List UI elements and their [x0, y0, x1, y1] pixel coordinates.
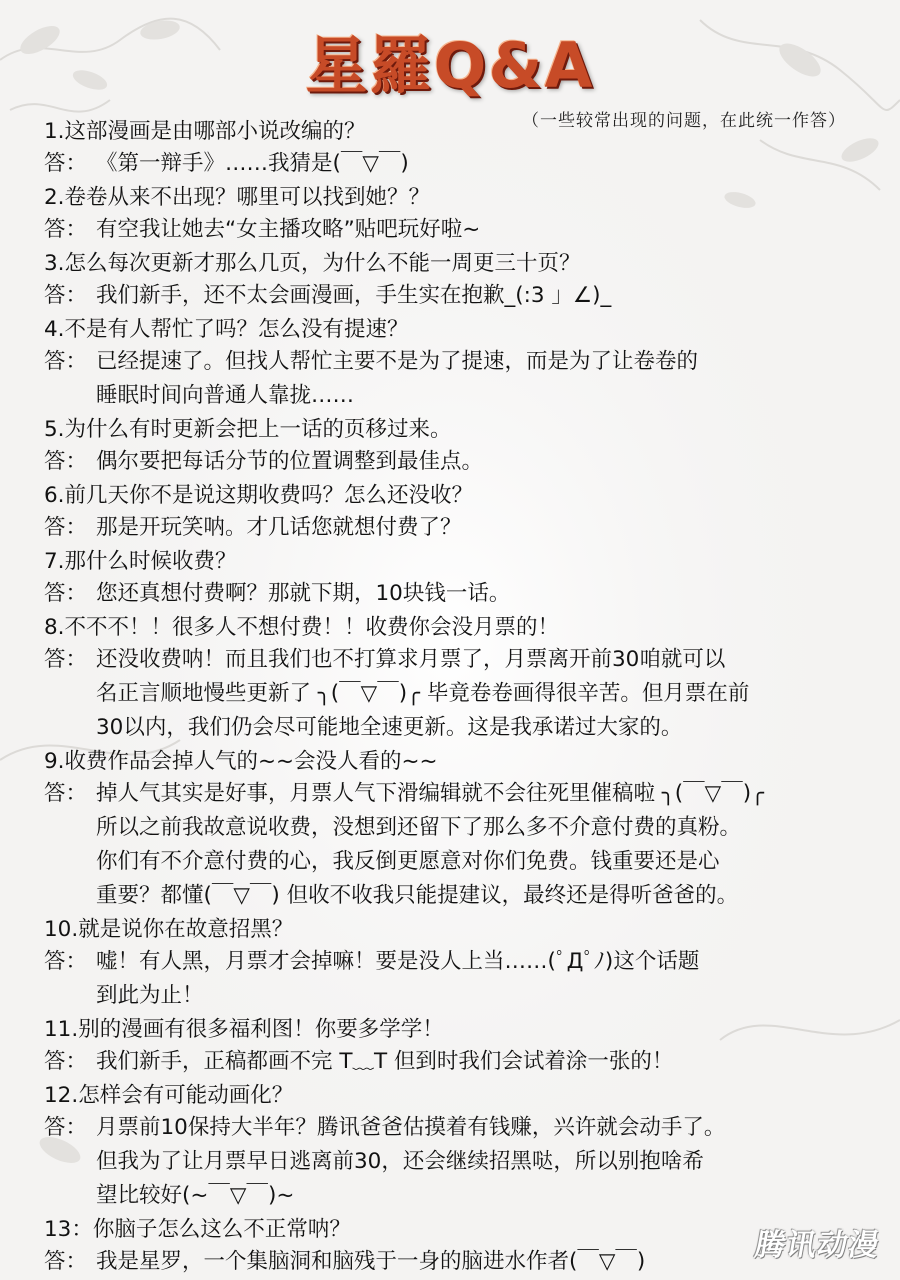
answer-text: 但我为了让月票早日逃离前30，还会继续招黑哒，所以别抱啥希: [96, 1149, 704, 1174]
answer-label: 答：: [44, 647, 88, 672]
answer-label: 答：: [44, 781, 88, 806]
answer-line: [44, 578, 884, 610]
answer-text: 月票前10保持大半年？腾讯爸爸估摸着有钱赚，兴许就会动手了。: [96, 1115, 726, 1140]
answer-label: 答：: [44, 581, 88, 606]
qa-item: [44, 914, 884, 1012]
answer-line: [44, 644, 884, 676]
answer-label: 答：: [44, 217, 88, 242]
answer-line: [44, 346, 884, 378]
qa-item: [44, 182, 884, 246]
qa-item: [44, 546, 884, 610]
qa-list: [44, 116, 884, 1280]
qa-item: [44, 414, 884, 478]
qa-item: [44, 314, 884, 412]
answer-line: [44, 712, 884, 744]
answer-text: 掉人气其实是好事，月票人气下滑编辑就不会往死里催稿啦 ╮(￣▽￣)╭: [96, 781, 765, 806]
answer-line: [44, 946, 884, 978]
answer-line: [44, 1146, 884, 1178]
question-text: 6.前几天你不是说这期收费吗？怎么还没收？: [44, 483, 474, 508]
answer-text: 您还真想付费啊？那就下期，10块钱一话。: [96, 581, 511, 606]
question-text: 10.就是说你在故意招黑？: [44, 917, 294, 942]
answer-line: [44, 846, 884, 878]
question-text: 2.卷卷从来不出现？哪里可以找到她？？: [44, 185, 431, 210]
answer-line: [44, 446, 884, 478]
answer-label: 答：: [44, 1115, 88, 1140]
question-text: 9.收费作品会掉人气的~~会没人看的~~: [44, 749, 438, 774]
answer-text: 重要？都懂(￣▽￣) 但收不收我只能提建议，最终还是得听爸爸的。: [96, 883, 739, 908]
answer-line: [44, 980, 884, 1012]
qa-item: [44, 746, 884, 912]
answer-line: [44, 778, 884, 810]
question-text: 4.不是有人帮忙了吗？怎么没有提速？: [44, 317, 409, 342]
question-text: 1.这部漫画是由哪部小说改编的？: [44, 119, 366, 144]
answer-label: 答：: [44, 1249, 88, 1274]
answer-label: 答：: [44, 949, 88, 974]
qa-item: [44, 480, 884, 544]
answer-line: [44, 1112, 884, 1144]
question-text: 3.怎么每次更新才那么几页，为什么不能一周更三十页？: [44, 251, 581, 276]
answer-label: 答：: [44, 515, 88, 540]
answer-label: 答：: [44, 151, 88, 176]
answer-line: [44, 1046, 884, 1078]
tencent-comic-logo: 腾讯动漫: [752, 1228, 883, 1263]
answer-line: [44, 512, 884, 544]
answer-text: 到此为止！: [96, 983, 204, 1008]
answer-text: 望比较好(~￣▽￣)~: [96, 1183, 295, 1208]
question-text: 8.不不不！！很多人不想付费！！收费你会没月票的！: [44, 615, 560, 640]
qa-item: [44, 1080, 884, 1212]
question-text: 13：你脑子怎么这么不正常呐？: [44, 1217, 351, 1242]
answer-line: [44, 214, 884, 246]
answer-text: 我是星罗，一个集脑洞和脑残于一身的脑进水作者(￣▽￣): [96, 1249, 646, 1274]
question-text: 11.别的漫画有很多福利图！你要多学学！: [44, 1017, 444, 1042]
qa-item: [44, 248, 884, 312]
answer-text: 你们有不介意付费的心，我反倒更愿意对你们免费。钱重要还是心: [96, 849, 720, 874]
answer-text: 睡眠时间向普通人靠拢……: [96, 383, 355, 408]
answer-line: [44, 812, 884, 844]
answer-text: 嘘！有人黑，月票才会掉嘛！要是没人上当……(ﾟДﾟﾉ)这个话题: [96, 949, 700, 974]
question-text: 12.怎样会有可能动画化？: [44, 1083, 294, 1108]
answer-text: 偶尔要把每话分节的位置调整到最佳点。: [96, 449, 484, 474]
qa-item: [44, 1014, 884, 1078]
answer-text: 我们新手，还不太会画漫画，手生实在抱歉_(:3 」∠)_: [96, 283, 612, 308]
answer-line: [44, 380, 884, 412]
qa-item: [44, 612, 884, 744]
answer-label: 答：: [44, 449, 88, 474]
qa-item: [44, 116, 884, 180]
answer-text: 《第一辩手》……我猜是(￣▽￣): [96, 151, 409, 176]
question-text: 7.那什么时候收费？: [44, 549, 237, 574]
answer-text: 我们新手，正稿都画不完 T﹏T 但到时我们会试着涂一张的！: [96, 1049, 674, 1074]
answer-line: [44, 1180, 884, 1212]
answer-text: 所以之前我故意说收费，没想到还留下了那么多不介意付费的真粉。: [96, 815, 742, 840]
page-title: 星羅Q&A: [305, 29, 595, 102]
answer-text: 还没收费呐！而且我们也不打算求月票了，月票离开前30咱就可以: [96, 647, 726, 672]
answer-line: [44, 280, 884, 312]
answer-text: 已经提速了。但找人帮忙主要不是为了提速，而是为了让卷卷的: [96, 349, 699, 374]
answer-line: [44, 678, 884, 710]
question-text: 5.为什么有时更新会把上一话的页移过来。: [44, 417, 452, 442]
answer-label: 答：: [44, 1049, 88, 1074]
answer-text: 那是开玩笑呐。才几话您就想付费了？: [96, 515, 462, 540]
answer-text: 30以内，我们仍会尽可能地全速更新。这是我承诺过大家的。: [96, 715, 683, 740]
page-subtitle: （一些较常出现的问题，在此统一作答）: [522, 111, 846, 131]
answer-text: 有空我让她去“女主播攻略”贴吧玩好啦~: [96, 217, 481, 242]
answer-line: [44, 880, 884, 912]
answer-label: 答：: [44, 283, 88, 308]
answer-line: [44, 148, 884, 180]
answer-text: 名正言顺地慢些更新了 ╮(￣▽￣)╭ 毕竟卷卷画得很辛苦。但月票在前: [96, 681, 750, 706]
answer-label: 答：: [44, 349, 88, 374]
